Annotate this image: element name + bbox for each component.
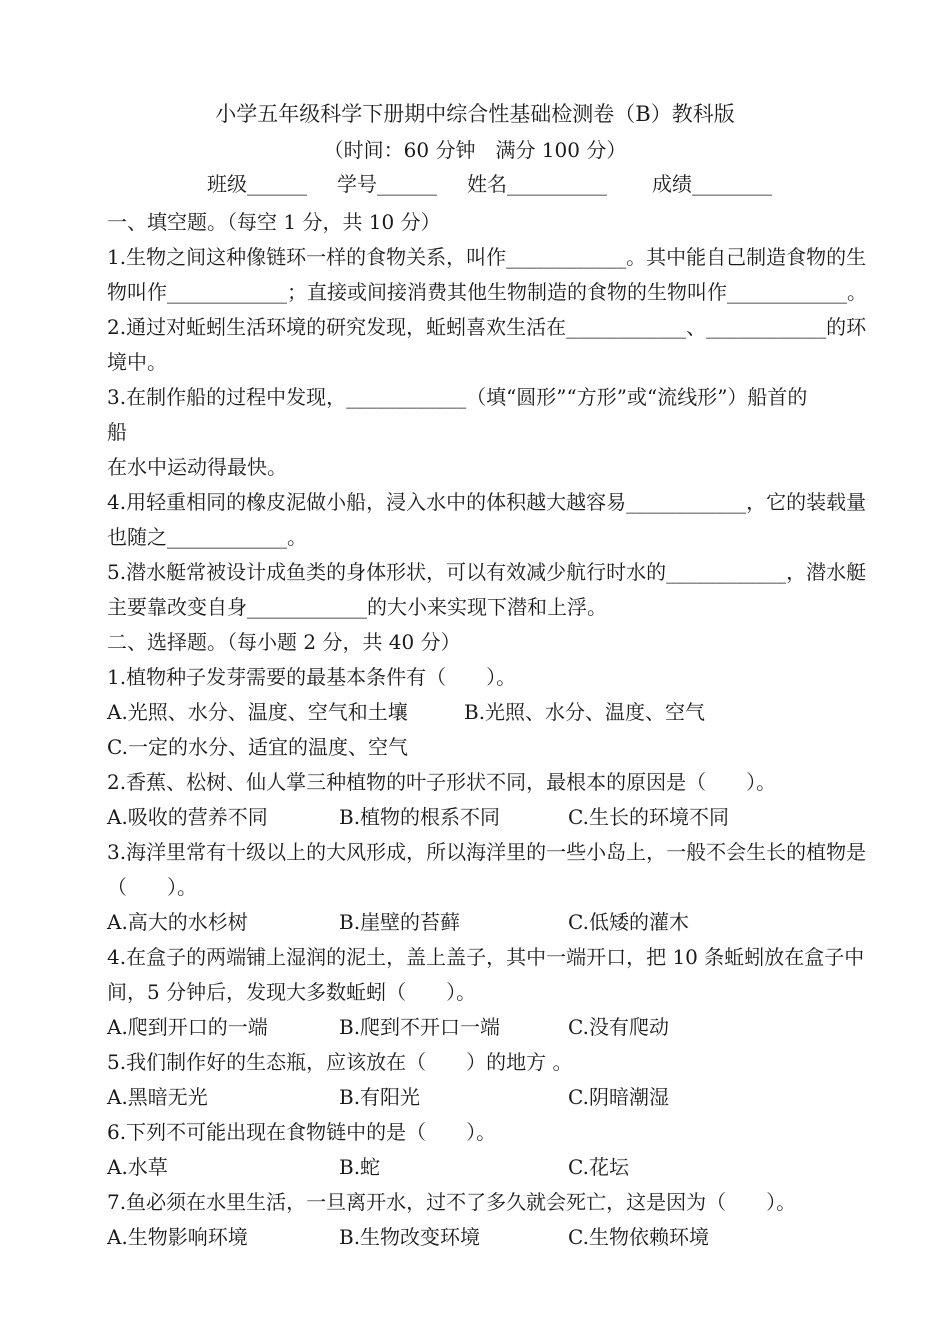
- option-a: A.生物影响环境: [107, 1225, 248, 1249]
- question-stem-continuation: 间，5 分钟后，发现大多数蚯蚓（ ）。: [107, 980, 477, 1004]
- question-stem-line: 3.海洋里常有十级以上的大风形成，所以海洋里的一些小岛上，一般不会生长的植物是: [107, 840, 867, 864]
- fill-blank-line: 3.在制作船的过程中发现，____________（填“圆形”“方形”或“流线形”）船首的: [107, 385, 808, 409]
- option-c: C.生物依赖环境: [568, 1225, 709, 1249]
- section1-heading: 一、填空题。（每空 1 分，共 10 分）: [107, 210, 441, 234]
- question-stem-line: 7.鱼必须在水里生活，一旦离开水，过不了多久就会死亡，这是因为（ ）。: [107, 1190, 797, 1214]
- student-info-row: [207, 170, 772, 198]
- fill-blank-line: 在水中运动得最快。: [107, 455, 287, 479]
- option-b: B.生物改变环境: [339, 1225, 481, 1249]
- option-a: A.高大的水杉树: [107, 910, 248, 934]
- info-blank: ______: [377, 172, 437, 196]
- option-b: B.崖壁的苔藓: [339, 910, 461, 934]
- option-a: A.爬到开口的一端: [107, 1015, 268, 1039]
- option-c-line: C.一定的水分、适宜的温度、空气: [107, 735, 408, 759]
- info-field-name: [467, 170, 607, 198]
- option-c: C.没有爬动: [568, 1015, 669, 1039]
- option-b: B.蛇: [339, 1155, 381, 1179]
- option-b: B.植物的根系不同: [339, 805, 501, 829]
- option-c: C.低矮的灌木: [568, 910, 689, 934]
- fill-blank-line: 物叫作____________；直接或间接消费其他生物制造的食物的生物叫作____________。: [107, 280, 867, 304]
- option-c: C.生长的环境不同: [568, 805, 729, 829]
- option-b: B.光照、水分、温度、空气: [464, 700, 706, 724]
- fill-blank-line: 船: [107, 420, 127, 444]
- info-field-number: [337, 170, 437, 198]
- info-field-class: [207, 170, 307, 198]
- fill-blank-line: 2.通过对蚯蚓生活环境的研究发现，蚯蚓喜欢生活在____________、____________的环: [107, 315, 867, 339]
- fill-blank-line: 也随之____________。: [107, 525, 307, 549]
- exam-time-score: （时间：60 分钟 满分 100 分）: [323, 138, 627, 162]
- info-field-score: [652, 170, 772, 198]
- info-blank: __________: [507, 172, 607, 196]
- fill-blank-line: 主要靠改变自身____________的大小来实现下潜和上浮。: [107, 595, 607, 619]
- info-label: 学号: [337, 172, 377, 196]
- option-a: A.光照、水分、温度、空气和土壤: [107, 700, 408, 724]
- question-stem-line: 1.植物种子发芽需要的最基本条件有（ ）。: [107, 665, 517, 689]
- fill-blank-line: 4.用轻重相同的橡皮泥做小船，浸入水中的体积越大越容易____________，它的装载量: [107, 490, 867, 514]
- info-label: 班级: [207, 172, 247, 196]
- question-stem-continuation: （ ）。: [107, 875, 197, 899]
- option-c: C.阴暗潮湿: [568, 1085, 669, 1109]
- section2-heading: 二、选择题。（每小题 2 分，共 40 分）: [107, 630, 461, 654]
- question-stem-line: 5.我们制作好的生态瓶，应该放在（ ）的地方 。: [107, 1050, 573, 1074]
- option-a: A.吸收的营养不同: [107, 805, 268, 829]
- option-b: B.爬到不开口一端: [339, 1015, 501, 1039]
- option-c: C.花坛: [568, 1155, 629, 1179]
- info-blank: ______: [247, 172, 307, 196]
- question-stem-line: 2.香蕉、松树、仙人掌三种植物的叶子形状不同，最根本的原因是（ ）。: [107, 770, 777, 794]
- option-b: B.有阳光: [339, 1085, 421, 1109]
- info-label: 成绩: [652, 172, 692, 196]
- option-a: A.水草: [107, 1155, 168, 1179]
- info-blank: ________: [692, 172, 772, 196]
- option-a: A.黑暗无光: [107, 1085, 208, 1109]
- fill-blank-line: 1.生物之间这种像链环一样的食物关系，叫作____________。其中能自己制造食物的生: [107, 245, 867, 269]
- fill-blank-line: 5.潜水艇常被设计成鱼类的身体形状，可以有效减少航行时水的____________，潜水艇: [107, 560, 867, 584]
- fill-blank-line: 境中。: [107, 350, 167, 374]
- question-stem-line: 4.在盒子的两端铺上湿润的泥土，盖上盖子，其中一端开口，把 10 条蚯蚓放在盒子中: [107, 945, 865, 969]
- question-stem-line: 6.下列不可能出现在食物链中的是（ ）。: [107, 1120, 497, 1144]
- info-label: 姓名: [467, 172, 507, 196]
- page-title: 小学五年级科学下册期中综合性基础检测卷（B）教科版: [215, 102, 735, 126]
